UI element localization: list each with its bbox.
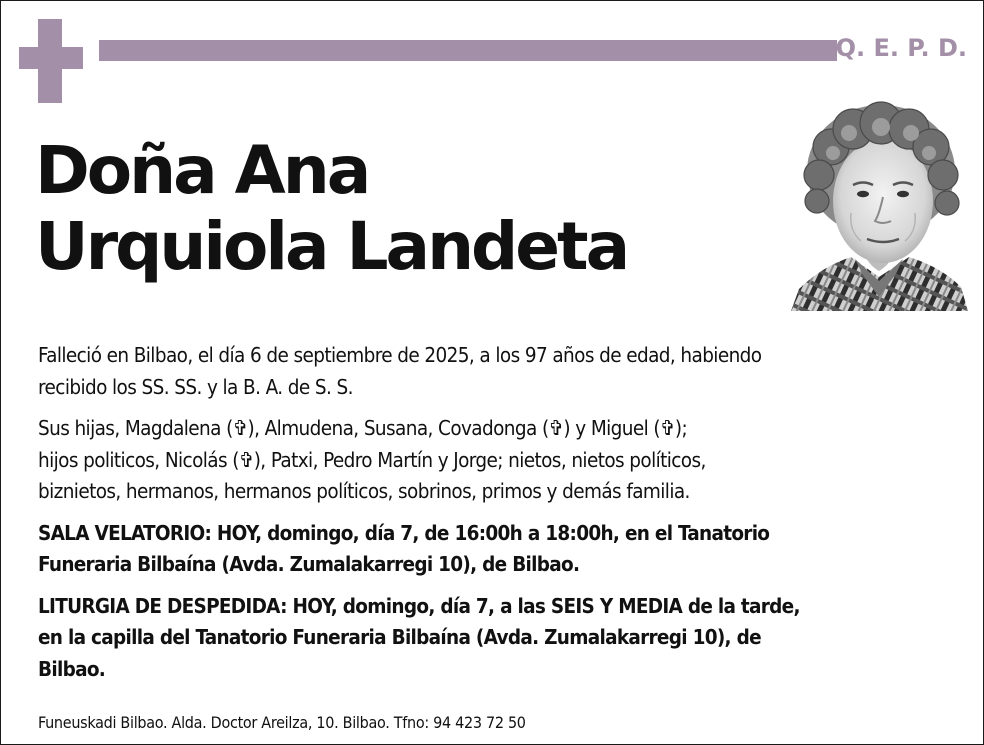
deceased-name [35,133,627,285]
header-bar [99,40,837,61]
name-line-1: Doña Ana [35,132,369,209]
death-line-2: recibido los SS. SS. y la B. A. de S. S. [38,374,353,399]
liturgy-line-3: Bilbao. [38,656,106,681]
liturgy-line-2: en la capilla del Tanatorio Funeraria Bilbaína (Avda. Zumalakarregi 10), de [38,625,761,649]
cross-icon [19,19,83,103]
portrait-photo [791,101,968,311]
death-paragraph [38,340,963,403]
family-paragraph [38,413,963,508]
family-line-1: Sus hijas, Magdalena (✞), Almudena, Susana, Covadonga (✞) y Miguel (✞); [38,416,688,440]
liturgy-paragraph [38,591,963,686]
wake-line-1: SALA VELATORIO: HOY, domingo, día 7, de 16:00h a 18:00h, en el Tanatorio [38,520,770,545]
wake-line-2: Funeraria Bilbaína (Avda. Zumalakarregi 10), de Bilbao. [38,552,580,576]
name-line-2: Urquiola Landeta [35,208,628,285]
family-line-2: hijos politicos, Nicolás (✞), Patxi, Pedro Martín y Jorge; nietos, nietos políticos, [38,447,706,472]
wake-paragraph [38,518,963,581]
liturgy-line-1: LITURGIA DE DESPEDIDA: HOY, domingo, día 7, a las SEIS Y MEDIA de la tarde, [38,593,800,618]
qepd-label: Q. E. P. D. [835,34,967,62]
death-line-1: Falleció en Bilbao, el día 6 de septiembre de 2025, a los 97 años de edad, habiendo [38,343,762,367]
family-line-3: biznietos, hermanos, hermanos políticos, sobrinos, primos y demás familia. [38,479,690,503]
funeral-home-footer: Funeuskadi Bilbao. Alda. Doctor Areilza, 10. Bilbao. Tfno: 94 423 72 50 [38,713,526,732]
notice-body [38,340,963,685]
